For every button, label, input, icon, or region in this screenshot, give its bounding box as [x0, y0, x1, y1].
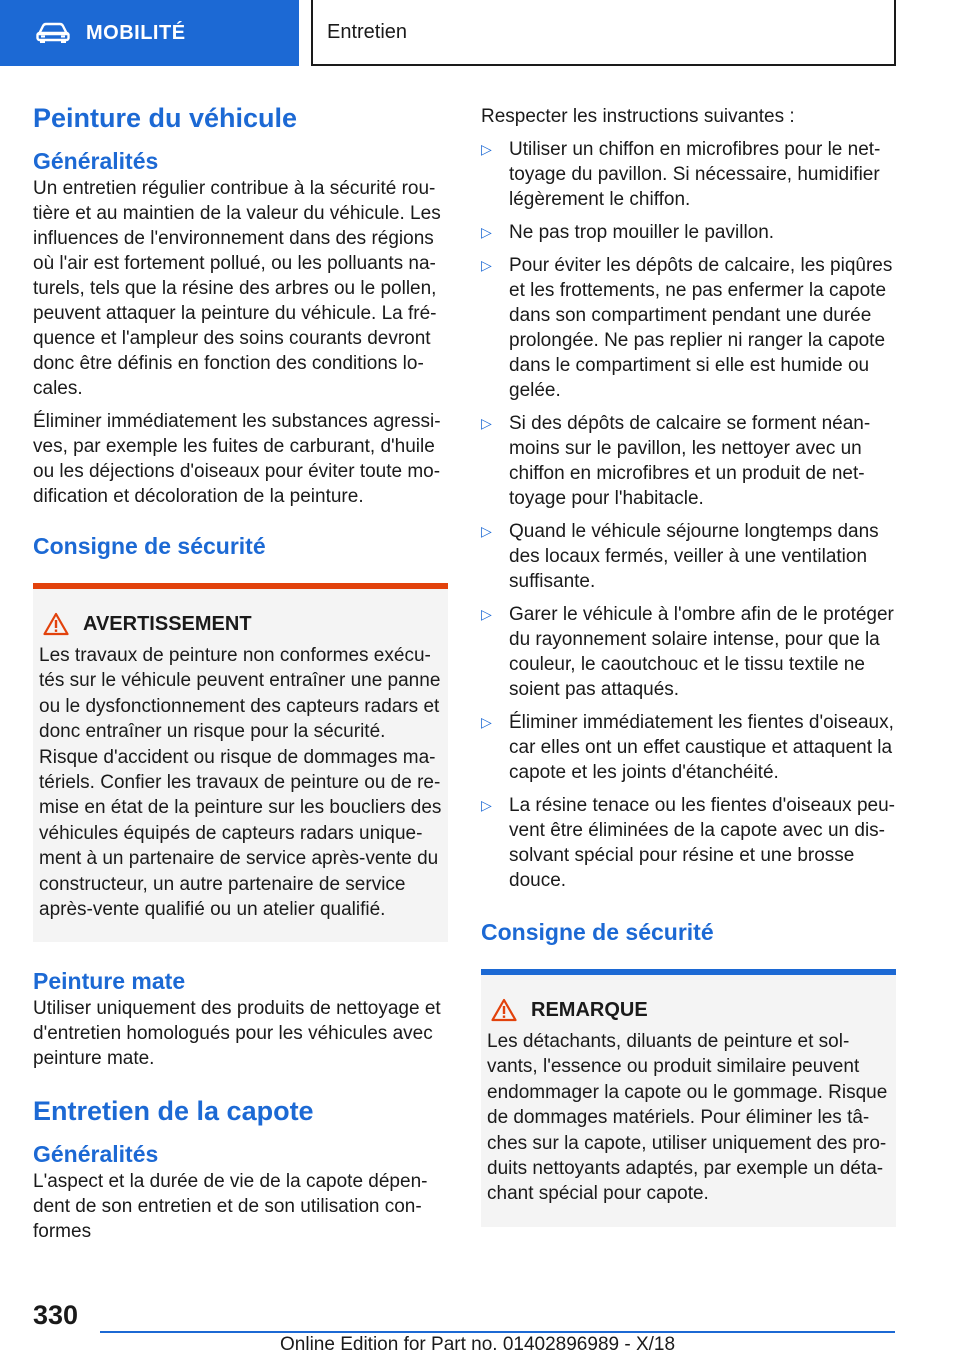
list-item: ▷ Éliminer immédiatement les fientes d'oiseaux, car elles ont un effet caustique et attaquent la capote et les joints d'étanchéité.: [481, 712, 894, 783]
heading-entretien-capote: Entretien de la capote: [33, 1096, 314, 1127]
page-number: 330: [33, 1300, 79, 1330]
instructions-intro: Respecter les instructions suivantes :: [481, 106, 795, 127]
footer-edition-text: Online Edition for Part no. 01402896989 - X/18: [280, 1334, 676, 1355]
paragraph-generalites-1: Un entretien régulier contribue à la sécurité rou-tière et au maintien de la valeur du véhicule. Les influences de l'environnement dans des régions où l'air est fortement pollué, ou les polluants na-turels, tels que la résine des arbres ou le pollen, peuvent attaquer la peinture du véhicule. La fré-quence et l'ampleur des soins courants devront donc être définis en fonction des conditions lo-cales.: [33, 178, 441, 399]
warning-text: Les travaux de peinture non conformes exécu-tés sur le véhicule peuvent entraîner une panne ou le dysfonctionnement des capteurs radars et donc entraîner un risque pour la sécurité. Risque d'accident ou risque de dommages ma-tériels. Confier les travaux de peinture ou de re-mise en état de la peinture sur les boucliers des véhicules équipés de capteurs radars unique-ment à un partenaire de service après-vente du constructeur, un autre partenaire de service après-vente qualifié ou un atelier qualifié.: [39, 645, 442, 921]
bullet-icon: ▷: [481, 224, 492, 240]
bullet-icon: ▷: [481, 257, 492, 273]
list-item: ▷ Quand le véhicule séjourne longtemps dans des locaux fermés, veiller à une ventilation suffisante.: [481, 521, 879, 592]
warning-label: AVERTISSEMENT: [83, 613, 252, 635]
car-icon: [36, 22, 70, 44]
list-item: ▷ Utiliser un chiffon en microfibres pour le net-toyage du pavillon. Si nécessaire, humidifier légèrement le chiffon.: [481, 139, 881, 210]
list-item: ▷ Garer le véhicule à l'ombre afin de le protéger du rayonnement solaire intense, pour que la couleur, le caoutchouc et le tissu textile ne soient pas attaqués.: [481, 604, 894, 700]
bullet-icon: ▷: [481, 523, 492, 539]
paragraph-peinture-mate: Utiliser uniquement des produits de nettoyage et d'entretien homologués pour les véhicules avec peinture mate.: [33, 998, 441, 1070]
footer-divider: [100, 1331, 895, 1333]
left-column: [33, 98, 448, 1244]
list-item: ▷ Pour éviter les dépôts de calcaire, les piqûres et les frottements, ne pas enfermer la capote dans son compartiment pendant une durée prolongée. Ne pas replier ni ranger la capote dans le compartiment si elle est humide ou gelée.: [481, 255, 893, 401]
note-box: [481, 969, 896, 1227]
bullet-icon: ▷: [481, 606, 492, 622]
list-item: ▷ La résine tenace ou les fientes d'oiseaux peu-vent être éliminées de la capote avec un dis-solvant spécial pour résine et une brosse douce.: [481, 795, 895, 891]
heading-peinture-vehicule: Peinture du véhicule: [33, 103, 298, 133]
list-item: ▷ Si des dépôts de calcaire se forment néan-moins sur le pavillon, les nettoyer avec un chiffon en microfibres et un produit de net-toyage pour l'habitacle.: [481, 413, 871, 509]
paragraph-generalites-2: Éliminer immédiatement les substances agressi-ves, par exemple les fuites de carburant, d'huile ou les déjections d'oiseaux pour éviter toute mo-dification et décoloration de la peinture.: [33, 411, 441, 507]
heading-peinture-mate: Peinture mate: [33, 968, 186, 995]
heading-consigne-securite-2: Consigne de sécurité: [481, 919, 714, 945]
warning-box: [33, 583, 448, 942]
bullet-icon: ▷: [481, 141, 492, 157]
bullet-icon: ▷: [481, 415, 492, 431]
heading-capote-generalites: Généralités: [33, 1141, 159, 1168]
paragraph-capote: L'aspect et la durée de vie de la capote dépen-dent de son entretien et de son utilisation con-formes: [33, 1171, 428, 1243]
section-tab-mobilite[interactable]: [0, 0, 299, 66]
chapter-label: Entretien: [327, 20, 408, 43]
warning-title: [39, 611, 442, 637]
note-text: Les détachants, diluants de peinture et sol-vants, l'essence ou produit similaire peuvent endommager la capote ou le gommage. Risque de dommages matériels. Pour éliminer les tâ-ches sur la capote, utiliser uniquement des pro-duits nettoyants adaptés, par exemple un déta-chant spécial pour capote.: [487, 1031, 888, 1205]
list-item: ▷ Ne pas trop mouiller le pavillon.: [481, 222, 775, 243]
warning-triangle-icon: [43, 612, 69, 636]
note-label: REMARQUE: [531, 999, 648, 1021]
bullet-icon: ▷: [481, 714, 492, 730]
note-title: [487, 997, 890, 1023]
section-label: MOBILITÉ: [86, 21, 186, 44]
page-header: [0, 0, 960, 66]
heading-consigne-securite: Consigne de sécurité: [33, 533, 266, 559]
instructions-list: [481, 137, 896, 893]
heading-generalites: Généralités: [33, 148, 159, 174]
chapter-tab-entretien[interactable]: [311, 0, 896, 66]
right-column: [481, 98, 896, 1227]
bullet-icon: ▷: [481, 797, 492, 813]
warning-triangle-icon: [491, 998, 517, 1022]
